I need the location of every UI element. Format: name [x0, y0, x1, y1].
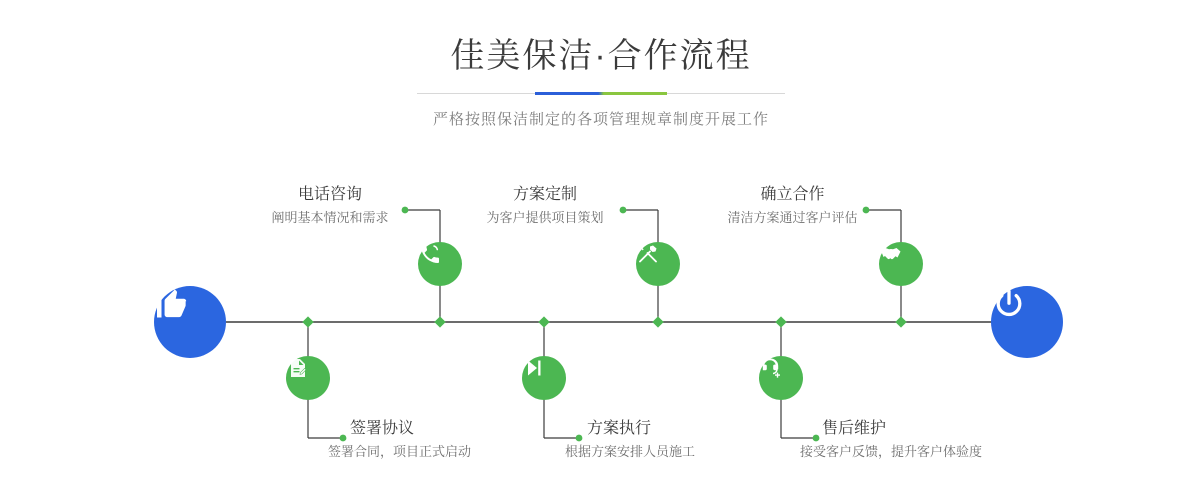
divider-accent: [535, 92, 667, 95]
step-icon-document-edit: [286, 356, 330, 400]
step-label-5: [705, 184, 880, 228]
step-label-1: [255, 184, 405, 228]
step-icon-play-forward: [522, 356, 566, 400]
process-flow-diagram: [0, 150, 1202, 502]
flow-start-node: [154, 286, 226, 358]
step-label-6: [800, 418, 1070, 462]
step-icon-tools: [636, 242, 680, 286]
step-desc-6: 接受客户反馈，提升客户体验度: [800, 444, 983, 459]
page-subtitle: 严格按照保洁制定的各项管理规章制度开展工作: [432, 111, 769, 128]
step-title-1: 电话咨询: [297, 186, 362, 203]
step-title-2: 签署协议: [350, 420, 415, 437]
step-desc-5: 清洁方案通过客户评估: [727, 210, 858, 225]
step-title-3: 方案定制: [512, 186, 577, 203]
step-label-3: [465, 184, 625, 228]
step-title-5: 确立合作: [760, 186, 825, 203]
step-desc-4: 根据方案安排人员施工: [565, 444, 696, 459]
page-title: 佳美保洁·合作流程: [450, 37, 752, 75]
step-icon-phone-call: [418, 242, 462, 286]
step-title-6: 售后维护: [822, 420, 887, 437]
step-icon-headset-support: [759, 356, 803, 400]
step-desc-2: 签署合同，项目正式启动: [328, 444, 472, 459]
step-icon-handshake: [879, 242, 923, 286]
step-label-4: [565, 418, 795, 462]
step-title-4: 方案执行: [587, 420, 652, 437]
title-divider: [417, 92, 785, 95]
step-desc-3: 为客户提供项目策划: [486, 210, 604, 225]
step-desc-1: 阐明基本情况和需求: [271, 210, 389, 225]
flow-end-node: [991, 286, 1063, 358]
page-header: [0, 0, 1202, 129]
step-label-2: [328, 418, 538, 462]
